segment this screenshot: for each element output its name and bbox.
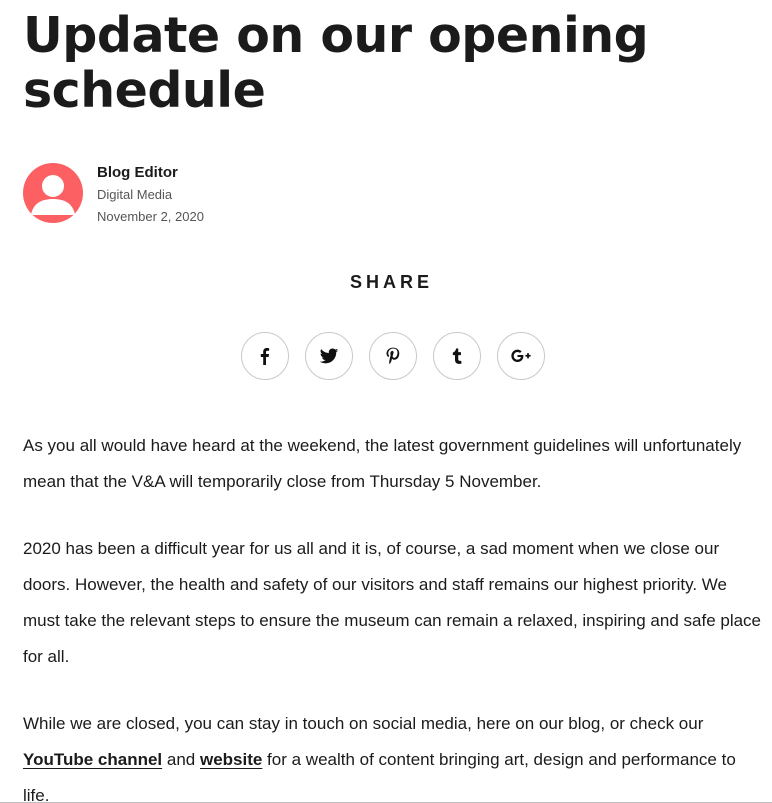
paragraph-3-start: While we are closed, you can stay in touch on social media, here on our blog, or check our (23, 714, 704, 733)
author-name[interactable]: Blog Editor (97, 164, 178, 181)
share-pinterest-button[interactable] (369, 332, 417, 380)
author-meta (97, 162, 204, 228)
share-heading: SHARE (349, 272, 433, 292)
youtube-channel-link[interactable]: YouTube channel (23, 750, 163, 769)
page-title: Update on our opening schedule (23, 7, 649, 119)
share-buttons (241, 332, 545, 380)
post-date: November 2, 2020 (97, 209, 204, 224)
share-google-plus-button[interactable] (497, 332, 545, 380)
author-department: Digital Media (97, 187, 173, 202)
article-body (23, 428, 763, 803)
paragraph-3 (23, 706, 763, 803)
google-plus-icon (510, 345, 532, 367)
paragraph-3-end: for a wealth of content bringing art, design and performance to life. (23, 750, 736, 803)
tumblr-icon (447, 346, 467, 366)
share-facebook-button[interactable] (241, 332, 289, 380)
facebook-icon (255, 346, 275, 366)
paragraph-2: 2020 has been a difficult year for us all and it is, of course, a sad moment when we close our doors. However, the health and safety of our visitors and staff remains our highest priority. We must take the relevant steps to ensure the museum can remain a relaxed, inspiring and safe place for all. (23, 539, 762, 666)
website-link[interactable]: website (199, 750, 263, 769)
user-icon (23, 163, 83, 223)
pinterest-icon (383, 346, 403, 366)
author-block (23, 162, 423, 226)
twitter-icon (319, 346, 339, 366)
avatar[interactable] (23, 163, 83, 223)
share-tumblr-button[interactable] (433, 332, 481, 380)
paragraph-3-mid: and (162, 750, 200, 769)
paragraph-1: As you all would have heard at the weekend, the latest government guidelines will unfortunately mean that the V&A will temporarily close from Thursday 5 November. (23, 436, 742, 491)
share-twitter-button[interactable] (305, 332, 353, 380)
